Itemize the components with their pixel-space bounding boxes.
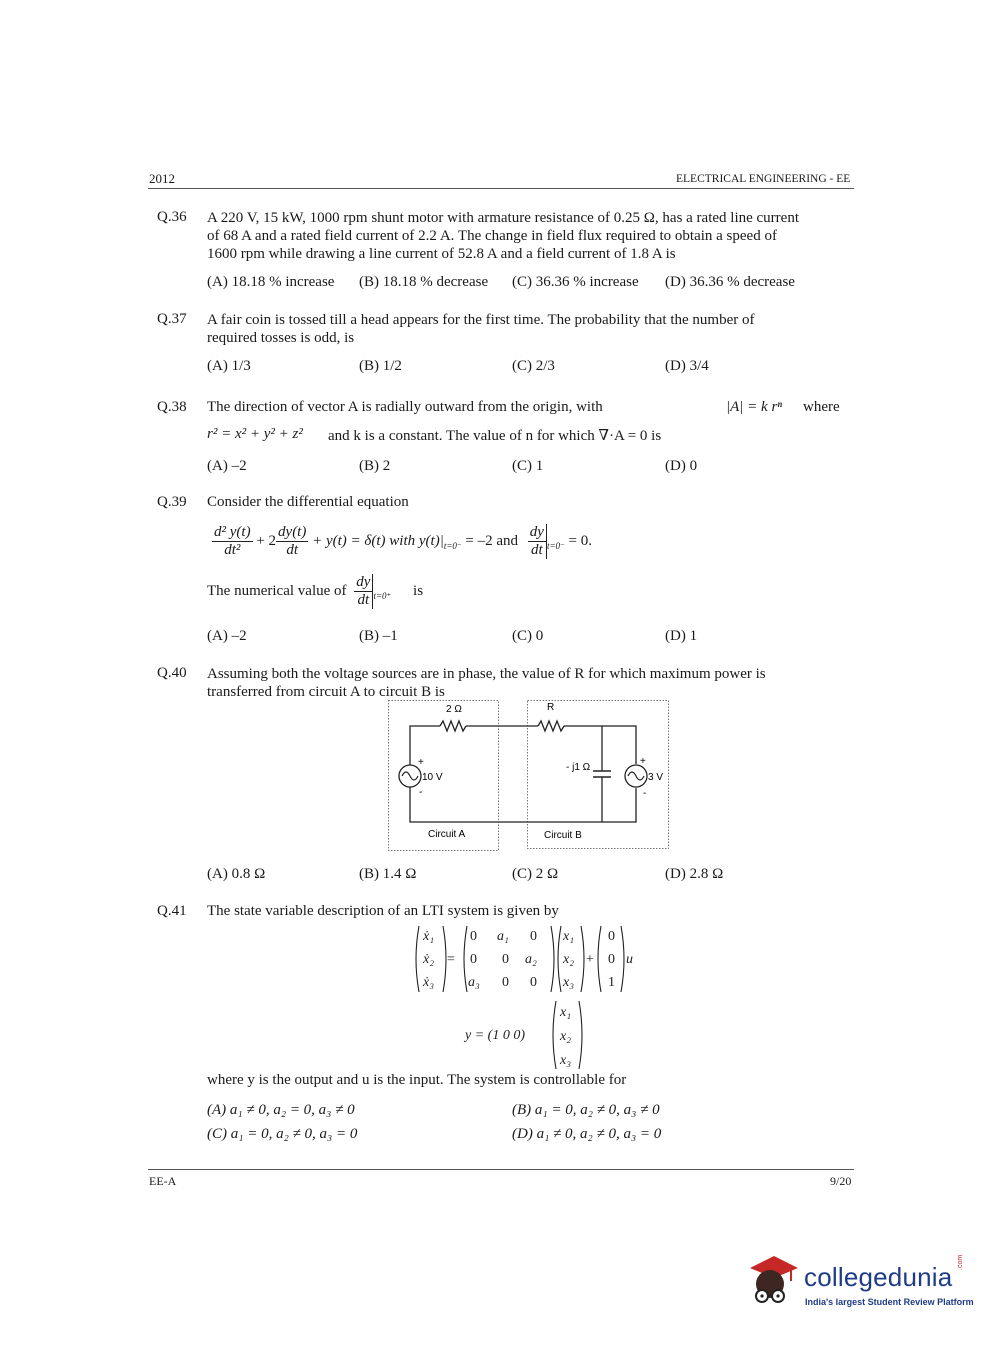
minus-3v: - bbox=[643, 788, 647, 799]
plus-3v: + bbox=[640, 756, 646, 767]
q41-option-b: (B) a₁ = 0, a₂ ≠ 0, a₃ ≠ 0 bbox=[512, 1102, 660, 1118]
q40-option-b: (B) 1.4 Ω bbox=[359, 866, 417, 882]
b2: 0 bbox=[608, 952, 615, 967]
q38-text-line2: and k is a constant. The value of n for which ∇·A = 0 is bbox=[328, 428, 662, 444]
header-rule bbox=[148, 188, 854, 189]
q40-circuit-diagram bbox=[388, 698, 672, 854]
label-capacitor: - j1 Ω bbox=[566, 762, 591, 773]
q36-option-d: (D) 36.36 % decrease bbox=[665, 274, 795, 290]
q38-where: where bbox=[803, 399, 840, 415]
q39-option-a: (A) –2 bbox=[207, 628, 247, 644]
a32: 0 bbox=[502, 975, 509, 990]
yx2: x₂ bbox=[560, 1029, 572, 1044]
q37-option-d: (D) 3/4 bbox=[665, 358, 709, 374]
q37-number: Q.37 bbox=[157, 311, 187, 327]
q37-option-b: (B) 1/2 bbox=[359, 358, 402, 374]
q41-option-d: (D) a₁ ≠ 0, a₂ ≠ 0, a₃ = 0 bbox=[512, 1126, 662, 1142]
u-input: u bbox=[626, 952, 633, 967]
q41-state-equation bbox=[410, 922, 650, 1072]
y-output-eq: y = (1 0 0) bbox=[465, 1028, 525, 1043]
resistor-2-ohm bbox=[440, 721, 466, 731]
a12: a₁ bbox=[497, 929, 509, 944]
q38-option-d: (D) 0 bbox=[665, 458, 698, 474]
q39-number: Q.39 bbox=[157, 494, 187, 510]
xdot1: ẋ₁ bbox=[423, 929, 435, 944]
q41-text-2: where y is the output and u is the input. The system is controllable for bbox=[207, 1072, 627, 1088]
a22: 0 bbox=[502, 952, 509, 967]
x1: x₁ bbox=[563, 929, 575, 944]
q38-number: Q.38 bbox=[157, 399, 187, 415]
q40-text: Assuming both the voltage sources are in phase, the value of R for which maximum power is transferred from circuit A to circuit B is bbox=[207, 666, 766, 700]
label-2-ohm: 2 Ω bbox=[446, 704, 462, 715]
label-circuit-b: Circuit B bbox=[544, 830, 582, 841]
q41-number: Q.41 bbox=[157, 903, 187, 919]
label-circuit-a: Circuit A bbox=[428, 829, 466, 840]
footer-rule bbox=[148, 1169, 854, 1170]
q37-text: A fair coin is tossed till a head appears for the first time. The probability that the number of required tosses is odd, is bbox=[207, 312, 755, 346]
q38-option-a: (A) –2 bbox=[207, 458, 247, 474]
x3: x₃ bbox=[563, 975, 575, 990]
q38-text-line1: The direction of vector A is radially outward from the origin, with bbox=[207, 399, 603, 415]
q41-text: The state variable description of an LTI system is given by bbox=[207, 903, 559, 919]
plus-sign: + bbox=[586, 952, 594, 967]
b3: 1 bbox=[608, 975, 615, 990]
xdot3: ẋ₃ bbox=[423, 975, 435, 990]
q38-option-c: (C) 1 bbox=[512, 458, 544, 474]
label-3v: 3 V bbox=[648, 772, 664, 783]
logo-tagline: India's largest Student Review Platform bbox=[805, 1297, 974, 1307]
logo-wordmark: collegedunia bbox=[804, 1262, 953, 1292]
yx3: x₃ bbox=[560, 1053, 572, 1068]
header-year: 2012 bbox=[149, 171, 175, 186]
q41-option-c: (C) a₁ = 0, a₂ ≠ 0, a₃ = 0 bbox=[207, 1126, 358, 1142]
q41-option-a: (A) a₁ ≠ 0, a₂ = 0, a₃ ≠ 0 bbox=[207, 1102, 355, 1118]
minus-10v: - bbox=[419, 787, 423, 798]
footer-code: EE-A bbox=[149, 1174, 177, 1188]
logo-com: .com bbox=[957, 1254, 964, 1270]
q39-text: Consider the differential equation bbox=[207, 494, 409, 510]
q36-number: Q.36 bbox=[157, 209, 187, 225]
xdot2: ẋ₂ bbox=[423, 952, 435, 967]
label-10v: 10 V bbox=[422, 772, 443, 783]
q36-option-c: (C) 36.36 % increase bbox=[512, 274, 639, 290]
q39-option-c: (C) 0 bbox=[512, 628, 544, 644]
a11: 0 bbox=[470, 929, 477, 944]
header-subject: ELECTRICAL ENGINEERING - EE bbox=[676, 173, 851, 185]
q39-option-d: (D) 1 bbox=[665, 628, 698, 644]
q40-option-c: (C) 2 Ω bbox=[512, 866, 559, 882]
b1: 0 bbox=[608, 929, 615, 944]
q38-r-expr: r² = x² + y² + z² bbox=[207, 426, 303, 442]
q39-equation: $\frac{\text{d² y(t)}}{\text{dt²}}$ + 2 $\frac{dy(t)}{dt}$ + y(t) = δ(t) with $y(t)|_{t=0^-} = -2$ and $\frac{dy}{dt}$ $_{t=0^-}$ = 0. bbox=[214, 524, 592, 558]
q40-number: Q.40 bbox=[157, 665, 187, 681]
q40-option-d: (D) 2.8 Ω bbox=[665, 866, 724, 882]
q40-option-a: (A) 0.8 Ω bbox=[207, 866, 266, 882]
q36-option-a: (A) 18.18 % increase bbox=[207, 274, 335, 290]
a31: a₃ bbox=[468, 975, 480, 990]
x2: x₂ bbox=[563, 952, 575, 967]
label-r: R bbox=[547, 702, 555, 713]
q36-option-b: (B) 18.18 % decrease bbox=[359, 274, 489, 290]
a33: 0 bbox=[530, 975, 537, 990]
q39-ask: The numerical value of $\frac{dy}{dt}$ $_{t=0^+}$ is bbox=[207, 574, 424, 608]
q39-option-b: (B) –1 bbox=[359, 628, 398, 644]
q37-option-a: (A) 1/3 bbox=[207, 358, 251, 374]
a23: a₂ bbox=[525, 952, 537, 967]
q38-option-b: (B) 2 bbox=[359, 458, 391, 474]
q38-magnitude-expr: |A| = k rⁿ bbox=[726, 399, 783, 415]
a21: 0 bbox=[470, 952, 477, 967]
a13: 0 bbox=[530, 929, 537, 944]
collegedunia-mascot-icon bbox=[744, 1252, 800, 1310]
resistor-r bbox=[538, 721, 564, 731]
footer-page: 9/20 bbox=[830, 1174, 852, 1188]
q36-text: A 220 V, 15 kW, 1000 rpm shunt motor with armature resistance of 0.25 Ω, has a rated line current of 68 A and a rated field current of 2.2 A. The change in field flux required to obtain a speed of 1600 rpm while drawing a line current of 52.8 A and a field current of 1.8 A is bbox=[207, 210, 800, 262]
plus-10v: + bbox=[418, 757, 424, 768]
q37-option-c: (C) 2/3 bbox=[512, 358, 555, 374]
eq-sign: = bbox=[447, 952, 455, 967]
yx1: x₁ bbox=[560, 1005, 572, 1020]
